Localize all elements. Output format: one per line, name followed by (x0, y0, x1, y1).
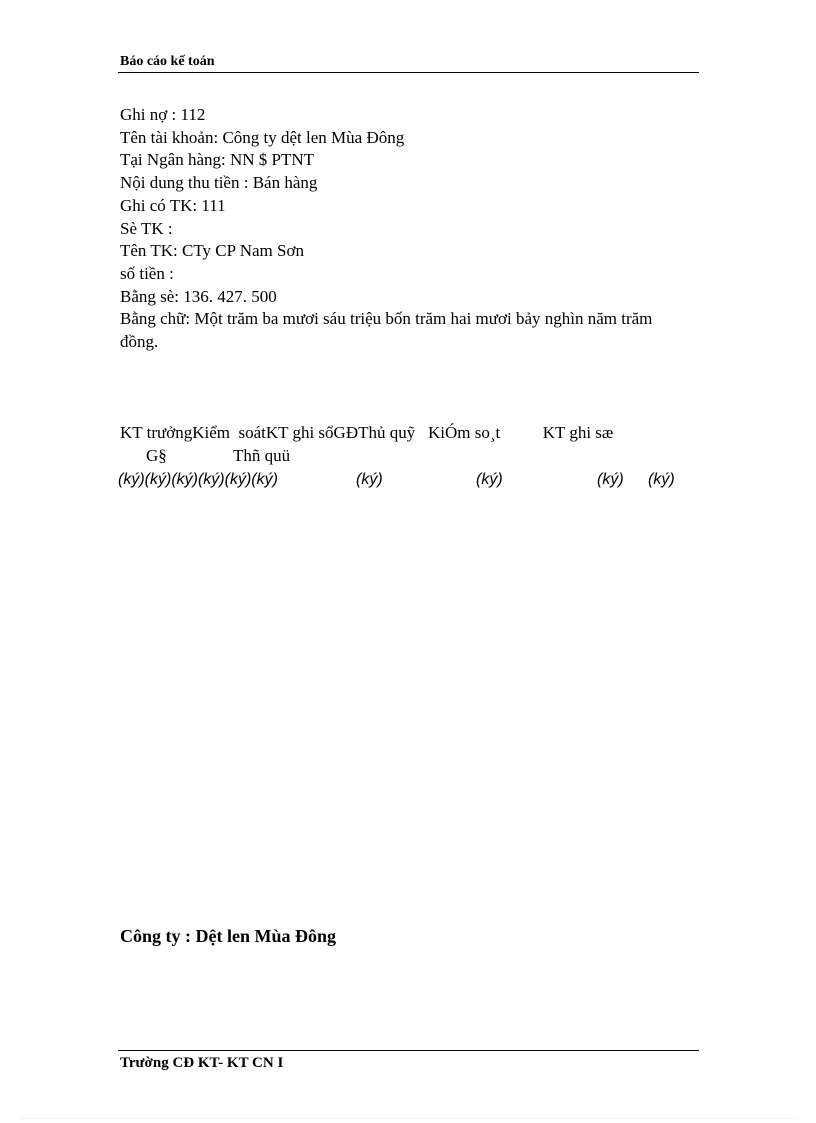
signature-ky: (ký) (648, 471, 675, 488)
company-name: Công ty : Dệt len Mùa Đông (120, 926, 336, 946)
page-header-title: Báo cáo kế toán (120, 54, 215, 69)
body-line-credit: Ghi có TK: 111 (120, 195, 226, 215)
page-edge-dots (20, 1118, 796, 1119)
signature-director-label: G§ (146, 446, 167, 465)
signature-titles-row: KT trưởngKiểm soátKT ghi sổGĐThủ quỹ KiÓm so¸t KT ghi sæ (120, 423, 614, 442)
body-line-amount-words: Bằng chữ: Một trăm ba mươi sáu triệu bốn trăm hai mươi bảy nghìn năm trăm đồng. (120, 309, 657, 352)
document-body (120, 104, 680, 354)
body-line-bank: Tại Ngân hàng: NN $ PTNT (120, 150, 315, 170)
body-line-account-holder: Tên TK: CTy CP Nam Sơn (120, 241, 304, 261)
footer-rule (118, 1050, 699, 1051)
body-line-account-name: Tên tài khoản: Công ty dệt len Mùa Đông (120, 127, 405, 147)
signature-ky: (ký) (356, 471, 383, 488)
body-line-amount-number: Bằng sè: 136. 427. 500 (120, 286, 277, 306)
body-line-debit: Ghi nợ : 112 (120, 105, 206, 124)
body-line-amount-label: số tiền : (120, 263, 174, 283)
page-footer-school: Trường CĐ KT- KT CN I (120, 1055, 284, 1071)
header-rule (118, 72, 699, 73)
body-line-content: Nội dung thu tiền : Bán hàng (120, 173, 318, 193)
signature-cashier-label: Thñ quü (233, 446, 291, 465)
signature-ky: (ký) (476, 471, 503, 488)
signature-ky: (ký) (597, 471, 624, 488)
signature-ky-group: (ký)(ký)(ký)(ký)(ký)(ký) (118, 471, 278, 488)
body-line-account-number: Sè TK : (120, 218, 173, 238)
